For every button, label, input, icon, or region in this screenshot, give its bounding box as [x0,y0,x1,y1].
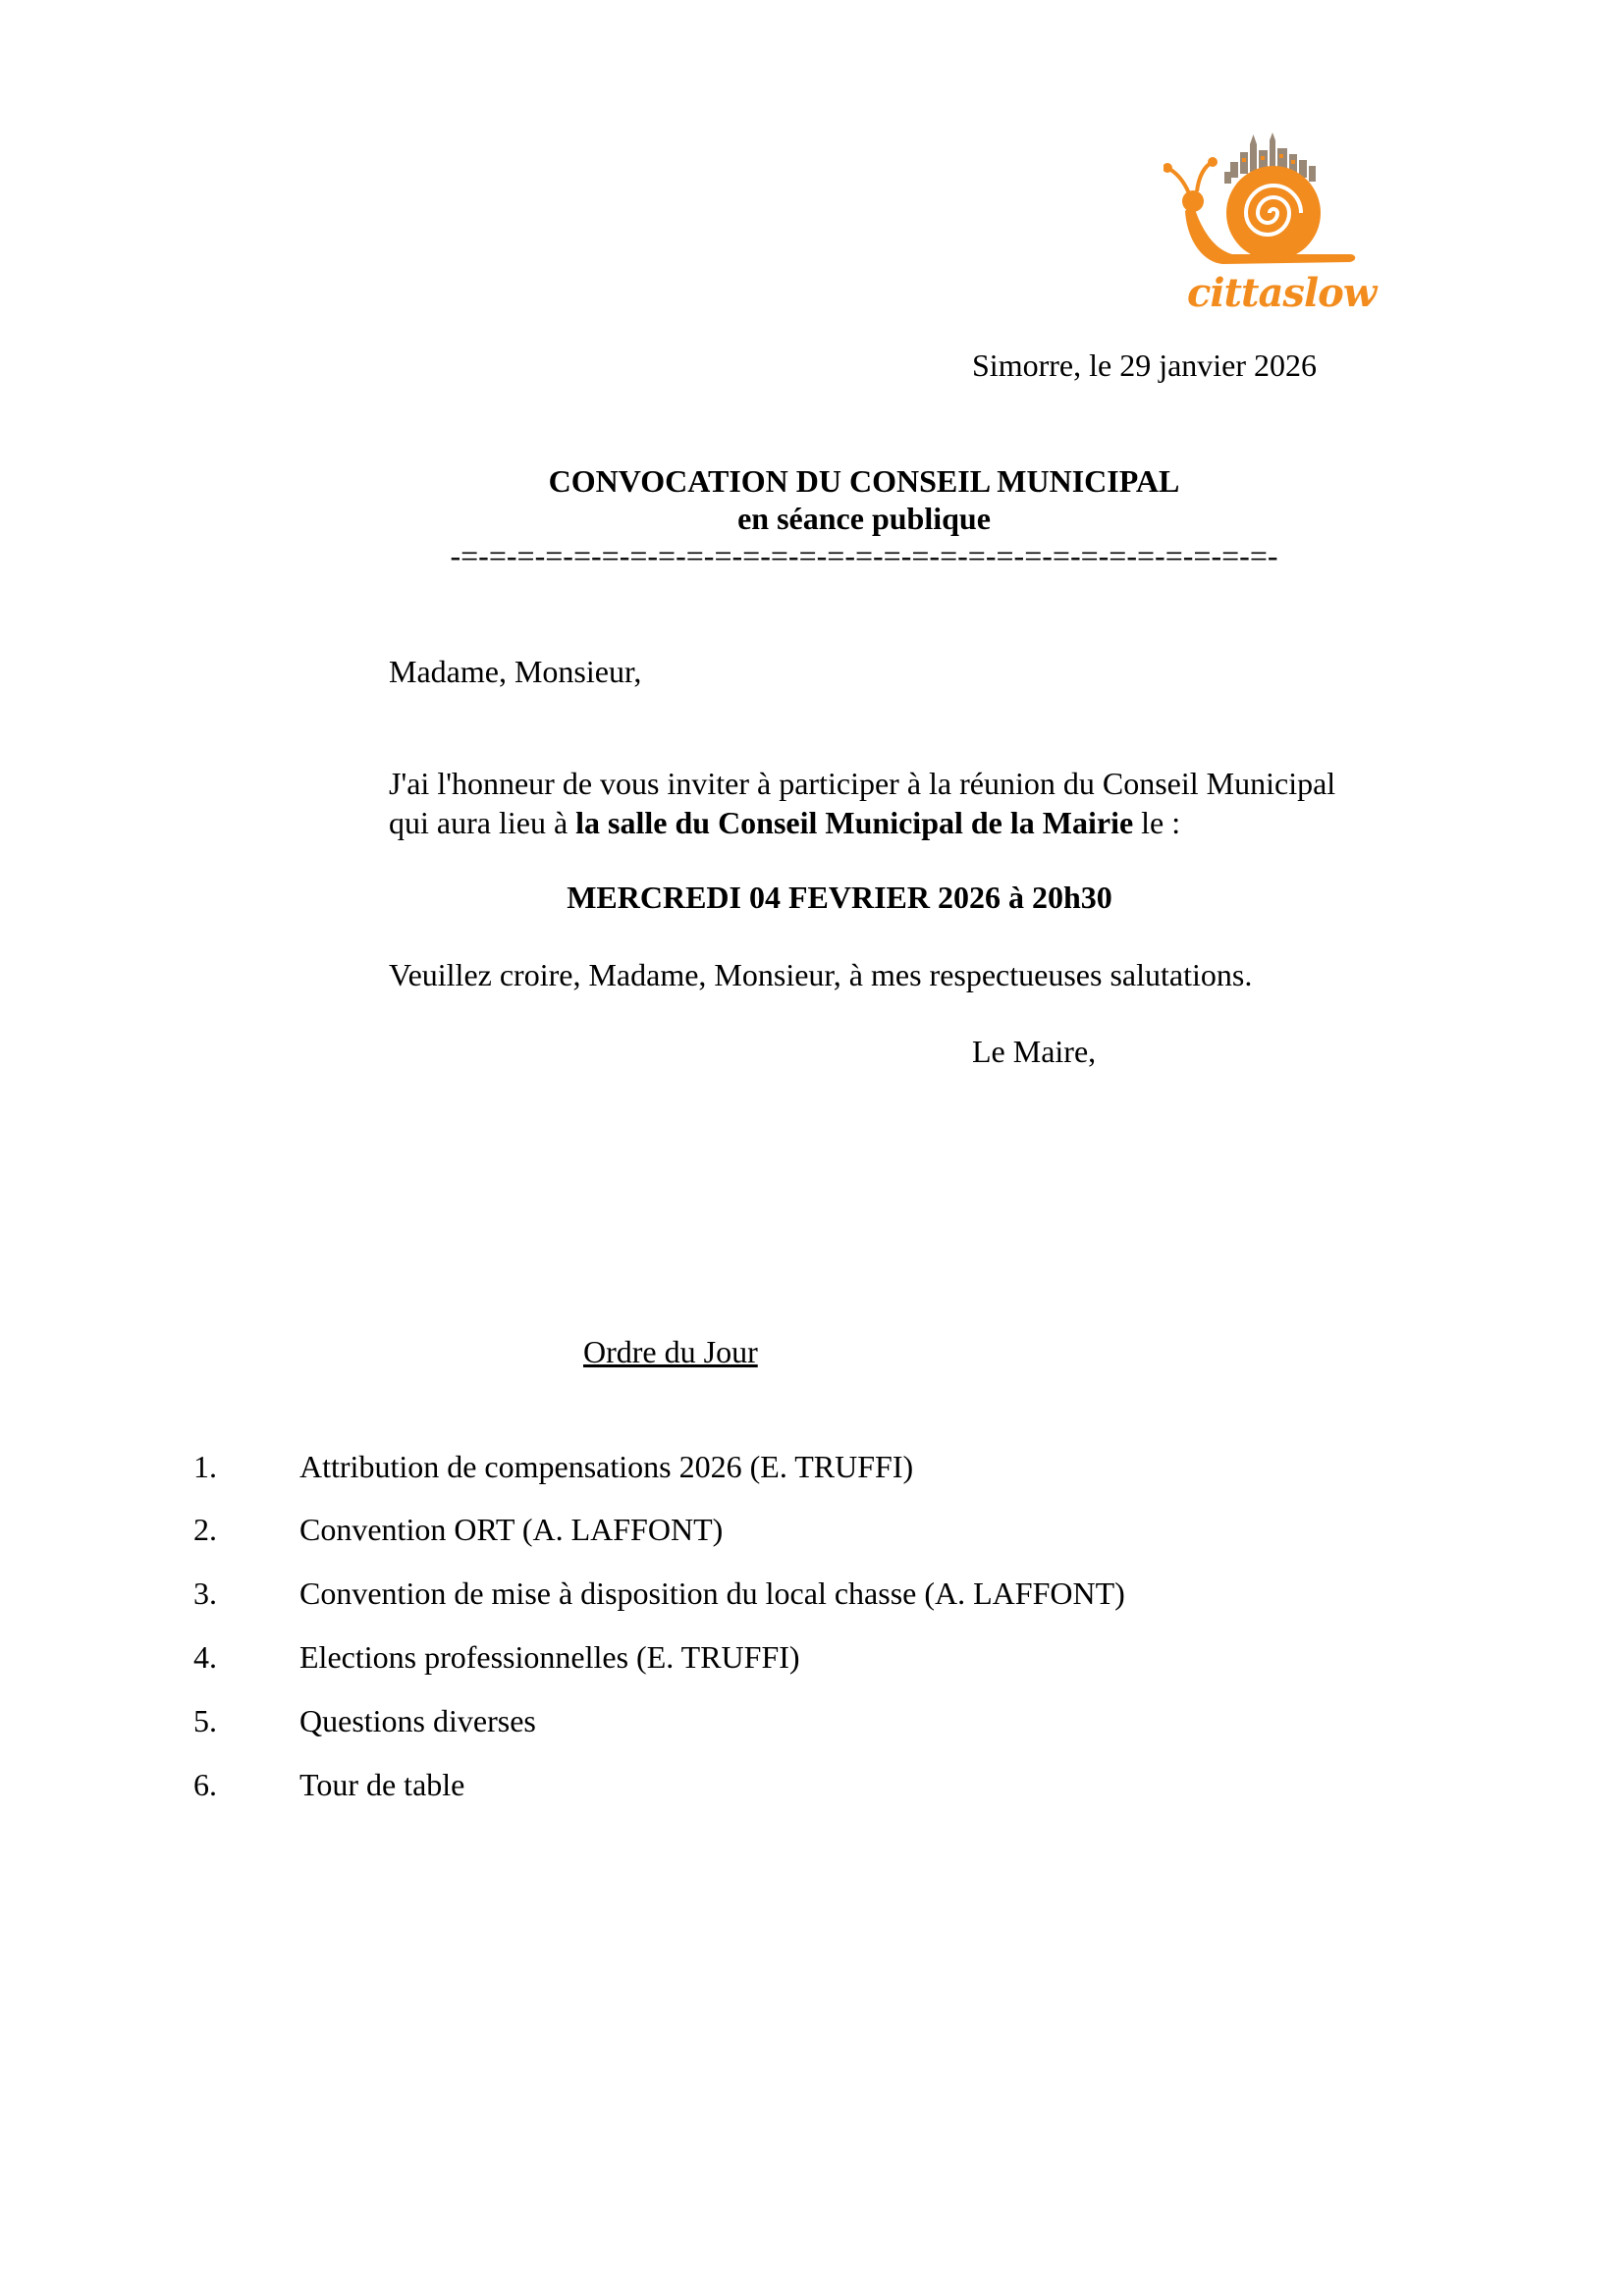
agenda-item-text: Tour de table [299,1767,465,1802]
agenda-item-text: Questions diverses [299,1703,536,1738]
agenda-item-text: Attribution de compensations 2026 (E. TRUFFI) [299,1449,914,1484]
letter-date: Simorre, le 29 janvier 2026 [972,347,1318,383]
closing-salutation: Veuillez croire, Madame, Monsieur, à mes respectueuses salutations. [389,957,1253,992]
snail-logo-icon [1164,133,1365,290]
cittaslow-logo [1164,133,1377,329]
greeting: Madame, Monsieur, [389,654,642,689]
agenda-item [193,1637,1470,1677]
agenda-item-number: 4. [193,1639,217,1675]
agenda-item [193,1765,1470,1804]
document-subtitle: en séance publique [737,501,991,536]
agenda-item-number: 3. [193,1575,217,1611]
agenda-item-text: Elections professionnelles (E. TRUFFI) [299,1639,800,1675]
meeting-date: MERCREDI 04 FEVRIER 2026 à 20h30 [567,880,1112,915]
agenda-item-number: 1. [193,1449,217,1484]
invitation-line-1: J'ai l'honneur de vous inviter à participer à la réunion du Conseil Municipal [389,766,1336,801]
agenda-item-text: Convention de mise à disposition du local chasse (A. LAFFONT) [299,1575,1125,1611]
agenda-item [193,1701,1470,1740]
agenda-item-number: 5. [193,1703,217,1738]
invitation-text-post: le : [1133,805,1181,840]
invitation-text-pre: qui aura lieu à [389,805,576,840]
invitation-line-2 [389,803,1180,842]
meeting-location: la salle du Conseil Municipal de la Mairie [575,805,1134,840]
agenda-item [193,1510,1470,1549]
agenda-item [193,1447,1470,1486]
agenda-item-text: Convention ORT (A. LAFFONT) [299,1512,724,1547]
agenda-item-number: 2. [193,1512,217,1547]
document-title: CONVOCATION DU CONSEIL MUNICIPAL [548,463,1180,499]
title-divider: -=-=-=-=-=-=-=-=-=-=-=-=-=-=-=-=-=-=-=-=-=-=-=-=-=-=-=-=-=- [450,538,1278,573]
agenda-title: Ordre du Jour [583,1334,758,1369]
agenda-item [193,1574,1470,1613]
agenda-item-number: 6. [193,1767,217,1802]
cittaslow-wordmark: cittaslow [1187,270,1377,316]
signature-line: Le Maire, [972,1034,1097,1069]
